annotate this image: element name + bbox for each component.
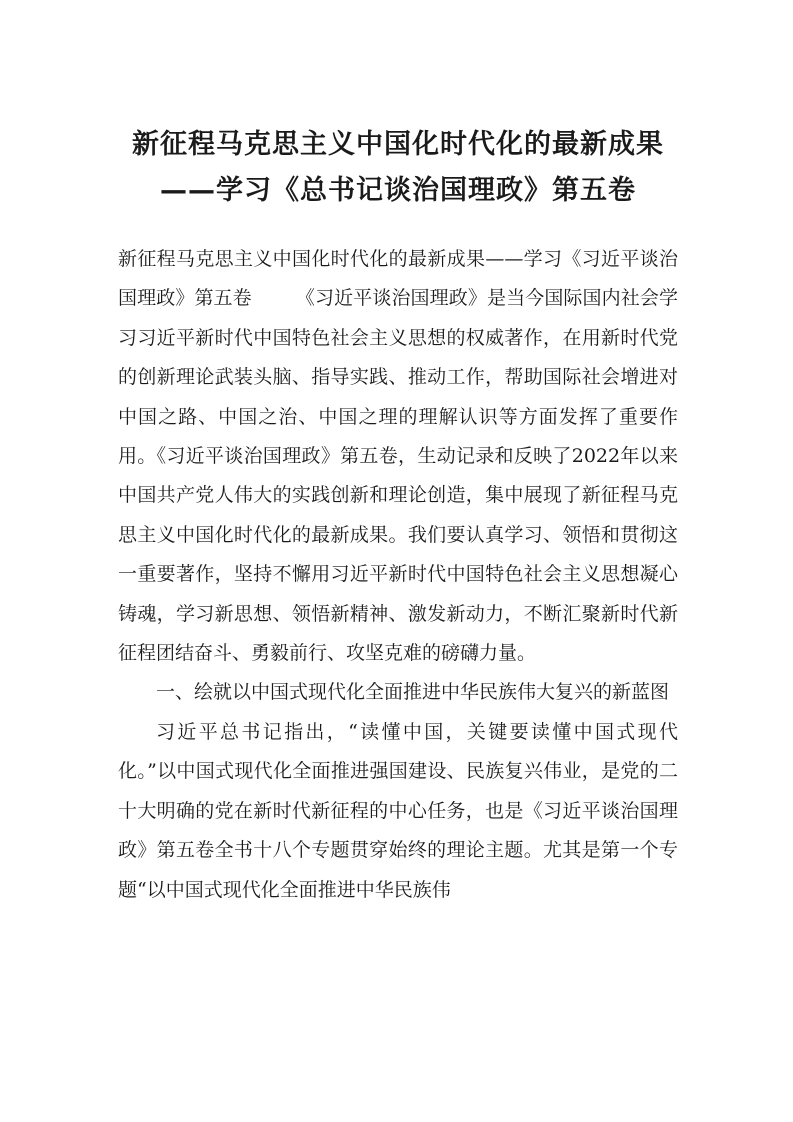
lead-paragraph-text: 《习近平谈治国理政》是当今国际国内社会学习习近平新时代中国特色社会主义思想的权威著作，在用新时代党的创新理论武装头脑、指导实践、推动工作，帮助国际社会增进对中国之路、中国之治、中国之理的理解认识等方面发挥了重要作用。《习近平谈治国理政》第五卷，生动记录和反映了2022年以来中国共产党人伟大的实践创新和理论创造，集中展现了新征程马克思主义中国化时代化的最新成果。我们要认真学习、领悟和贯彻这一重要著作，坚持不懈用习近平新时代中国特色社会主义思想凝心铸魂，学习新思想、领悟新精神、激发新动力，不断汇聚新时代新征程团结奋斗、勇毅前行、攻坚克难的磅礴力量。	[118, 287, 678, 665]
paragraph-2: 习近平总书记指出，“读懂中国，关键要读懂中国式现代化。”以中国式现代化全面推进强国建设、民族复兴伟业，是党的二十大明确的党在新时代新征程的中心任务，也是《习近平谈治国理政》第五卷全书十八个专题贯穿始终的理论主题。尤其是第一个专题“以中国式现代化全面推进中华民族伟	[118, 720, 678, 901]
lead-paragraph	[118, 240, 678, 673]
document-title: 新征程马克思主义中国化时代化的最新成果——学习《总书记谈治国理政》第五卷	[132, 129, 664, 206]
lead-paragraph-title: 新征程马克思主义中国化时代化的最新成果——学习《习近平谈治国理政》第五卷	[118, 248, 678, 310]
section-heading: 一、绘就以中国式现代化全面推进中华民族伟大复兴的新蓝图	[156, 681, 670, 704]
document-body	[118, 240, 678, 910]
